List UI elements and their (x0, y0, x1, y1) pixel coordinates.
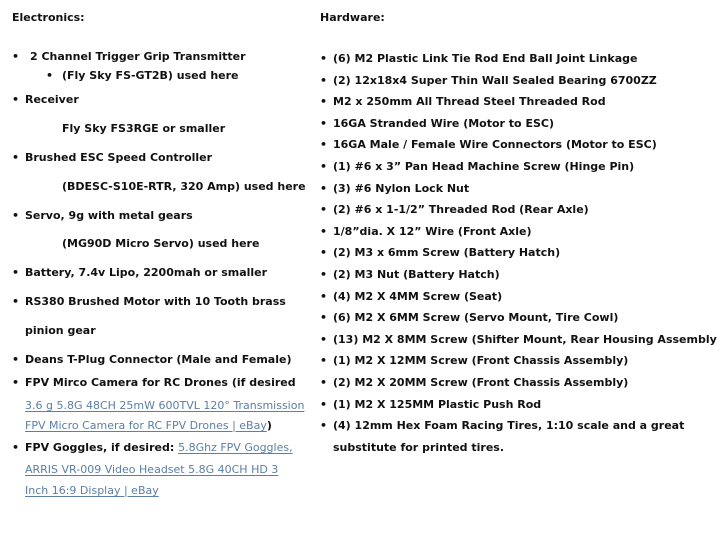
bullet: • (320, 138, 328, 151)
hardware-item: (2) M3 x 6mm Screw (Battery Hatch) (333, 246, 561, 259)
hardware-item: (6) M2 X 6MM Screw (Servo Mount, Tire Cowl) (333, 311, 619, 324)
servo-item: Servo, 9g with metal gears (25, 209, 193, 222)
goggles-item (25, 441, 293, 454)
camera-close-paren: ) (266, 419, 272, 432)
hardware-heading: Hardware: (320, 11, 385, 24)
bullet: • (320, 117, 328, 130)
hardware-item: 16GA Stranded Wire (Motor to ESC) (333, 117, 554, 130)
hardware-item: (2) 12x18x4 Super Thin Wall Sealed Bearing 6700ZZ (333, 74, 657, 87)
camera-ebay-link[interactable]: 3.6 g 5.8G 48CH 25mW 600TVL 120° Transmission (25, 399, 305, 412)
bullet: • (12, 209, 20, 222)
camera-link-line2[interactable] (25, 419, 272, 432)
bullet: • (12, 50, 20, 63)
transmitter-sub: (Fly Sky FS-GT2B) used here (62, 69, 239, 82)
bullet: • (320, 290, 328, 303)
motor-item: RS380 Brushed Motor with 10 Tooth brass (25, 295, 286, 308)
bullet: • (12, 93, 20, 106)
hardware-item: (4) 12mm Hex Foam Racing Tires, 1:10 scale and a great (333, 419, 685, 432)
hardware-item: (13) M2 X 8MM Screw (Shifter Mount, Rear Housing Assembly (333, 333, 717, 346)
hardware-item: (1) M2 X 125MM Plastic Push Rod (333, 398, 542, 411)
bullet: • (320, 354, 328, 367)
hardware-item: (6) M2 Plastic Link Tie Rod End Ball Joint Linkage (333, 52, 638, 65)
hardware-item: (1) #6 x 3” Pan Head Machine Screw (Hinge Pin) (333, 160, 635, 173)
bullet: • (46, 69, 54, 82)
goggles-ebay-link[interactable]: 5.8Ghz FPV Goggles, (178, 441, 293, 454)
hardware-last-continuation: substitute for printed tires. (333, 441, 505, 454)
esc-item: Brushed ESC Speed Controller (25, 151, 213, 164)
bullet: • (320, 225, 328, 238)
receiver-item: Receiver (25, 93, 79, 106)
bullet: • (320, 333, 328, 346)
bullet: • (320, 182, 328, 195)
battery-item: Battery, 7.4v Lipo, 2200mah or smaller (25, 266, 268, 279)
bullet: • (12, 266, 20, 279)
goggles-link-line2[interactable] (25, 463, 278, 476)
esc-sub: (BDESC-S10E-RTR, 320 Amp) used here (62, 180, 306, 193)
bullet: • (320, 74, 328, 87)
bullet: • (320, 311, 328, 324)
hardware-item: (1) M2 X 12MM Screw (Front Chassis Assembly) (333, 354, 629, 367)
receiver-sub: Fly Sky FS3RGE or smaller (62, 122, 226, 135)
hardware-item: 16GA Male / Female Wire Connectors (Motor to ESC) (333, 138, 657, 151)
bullet: • (320, 160, 328, 173)
bullet: • (320, 268, 328, 281)
bullet: • (12, 151, 20, 164)
electronics-heading: Electronics: (12, 11, 85, 24)
hardware-item: (3) #6 Nylon Lock Nut (333, 182, 470, 195)
camera-item: FPV Mirco Camera for RC Drones (if desired (25, 376, 296, 389)
bullet: • (320, 203, 328, 216)
bullet: • (320, 95, 328, 108)
camera-link-line1[interactable] (25, 399, 304, 412)
goggles-label: FPV Goggles, if desired: (25, 441, 179, 454)
hardware-item: M2 x 250mm All Thread Steel Threaded Rod (333, 95, 606, 108)
transmitter-item: 2 Channel Trigger Grip Transmitter (30, 50, 246, 63)
goggles-ebay-link-end[interactable]: Inch 16:9 Display | eBay (25, 484, 159, 497)
bullet: • (12, 376, 20, 389)
goggles-ebay-link-continued[interactable]: ARRIS VR-009 Video Headset 5.8G 40CH HD 3 (25, 463, 279, 476)
bullet: • (12, 295, 20, 308)
bullet: • (320, 419, 328, 432)
bullet: • (12, 353, 20, 366)
hardware-item: (2) #6 x 1-1/2” Threaded Rod (Rear Axle) (333, 203, 589, 216)
bullet: • (320, 52, 328, 65)
camera-ebay-link-continued[interactable]: FPV Micro Camera for RC FPV Drones | eBay (25, 419, 267, 432)
hardware-item: (4) M2 X 4MM Screw (Seat) (333, 290, 503, 303)
motor-item-continued: pinion gear (25, 324, 96, 337)
deans-item: Deans T-Plug Connector (Male and Female) (25, 353, 292, 366)
hardware-item: 1/8”dia. X 12” Wire (Front Axle) (333, 225, 532, 238)
servo-sub: (MG90D Micro Servo) used here (62, 237, 260, 250)
bullet: • (320, 398, 328, 411)
goggles-link-line3[interactable] (25, 484, 159, 497)
bullet: • (12, 441, 20, 454)
bullet: • (320, 246, 328, 259)
hardware-item: (2) M3 Nut (Battery Hatch) (333, 268, 500, 281)
bullet: • (320, 376, 328, 389)
hardware-item: (2) M2 X 20MM Screw (Front Chassis Assembly) (333, 376, 629, 389)
